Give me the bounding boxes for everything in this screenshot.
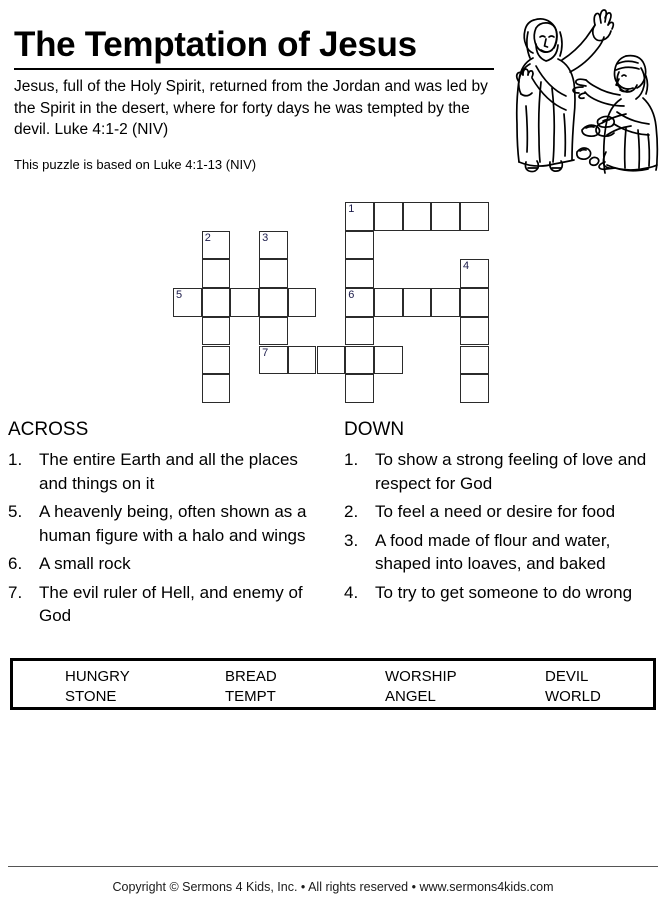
word-bank-word: BREAD bbox=[225, 668, 277, 685]
clue-text: A food made of flour and water, shaped into loaves, and baked bbox=[375, 530, 611, 573]
crossword-cell[interactable] bbox=[288, 288, 317, 317]
clue-item-down-2 bbox=[344, 500, 662, 524]
crossword-cell[interactable] bbox=[345, 346, 374, 375]
across-clue-list bbox=[8, 448, 328, 628]
word-bank-word: HUNGRY bbox=[65, 668, 130, 685]
crossword-cell[interactable] bbox=[259, 259, 288, 288]
crossword-cell[interactable] bbox=[202, 374, 231, 403]
cell-number-1: 1 bbox=[348, 203, 355, 215]
crossword-cell[interactable] bbox=[202, 288, 231, 317]
crossword-cell[interactable] bbox=[202, 231, 231, 260]
crossword-cell[interactable] bbox=[374, 346, 403, 375]
crossword-cell[interactable] bbox=[259, 288, 288, 317]
clue-number: 6. bbox=[8, 554, 23, 573]
word-bank-column bbox=[493, 667, 653, 707]
crossword-cell[interactable] bbox=[374, 288, 403, 317]
clue-item-across-5 bbox=[8, 500, 328, 547]
footer-copyright: Copyright © Sermons 4 Kids, Inc. • All rights reserved • www.sermons4kids.com bbox=[112, 880, 554, 894]
crossword-cell[interactable] bbox=[460, 346, 489, 375]
crossword-cell[interactable] bbox=[460, 374, 489, 403]
title-divider bbox=[14, 68, 494, 70]
crossword-cell[interactable] bbox=[259, 231, 288, 260]
crossword-cell[interactable] bbox=[345, 202, 374, 231]
crossword-cell[interactable] bbox=[317, 346, 346, 375]
across-heading: ACROSS bbox=[8, 419, 89, 440]
clue-text: To feel a need or desire for food bbox=[375, 502, 616, 521]
across-clues bbox=[8, 418, 328, 633]
page-header bbox=[14, 24, 494, 186]
clue-number: 1. bbox=[8, 450, 23, 469]
clue-item-across-6 bbox=[8, 552, 328, 576]
crossword-cell[interactable] bbox=[202, 346, 231, 375]
clue-text: A small rock bbox=[39, 554, 131, 573]
crossword-cell[interactable] bbox=[345, 374, 374, 403]
puzzle-source-note: This puzzle is based on Luke 4:1-13 (NIV) bbox=[14, 157, 257, 172]
clue-item-down-1 bbox=[344, 448, 662, 495]
crossword-cell[interactable] bbox=[460, 288, 489, 317]
clue-text: A heavenly being, often shown as a human figure with a halo and wings bbox=[39, 502, 307, 545]
word-bank-word: WORSHIP bbox=[385, 668, 457, 685]
crossword-cell[interactable] bbox=[460, 259, 489, 288]
clue-item-across-1 bbox=[8, 448, 328, 495]
crossword-cell[interactable] bbox=[288, 346, 317, 375]
clue-number: 1. bbox=[344, 450, 359, 469]
clue-number: 3. bbox=[344, 530, 359, 550]
clue-text: To show a strong feeling of love and respect for God bbox=[375, 450, 647, 493]
crossword-cell[interactable] bbox=[374, 202, 403, 231]
crossword-cell[interactable] bbox=[345, 259, 374, 288]
clue-text: The entire Earth and all the places and things on it bbox=[39, 450, 298, 493]
crossword-cell[interactable] bbox=[431, 288, 460, 317]
scripture-verse: Jesus, full of the Holy Spirit, returned from the Jordan and was led by the Spirit in the desert, where for forty days he was tempted by the devil. Luke 4:1-2 (NIV) bbox=[14, 78, 488, 138]
crossword-cell[interactable] bbox=[345, 231, 374, 260]
crossword-cell[interactable] bbox=[230, 288, 259, 317]
clue-number: 2. bbox=[344, 502, 359, 521]
crossword-cell[interactable] bbox=[431, 202, 460, 231]
crossword-cell[interactable] bbox=[403, 288, 432, 317]
clue-number: 5. bbox=[8, 502, 23, 521]
cell-number-4: 4 bbox=[463, 260, 470, 273]
crossword-cell[interactable] bbox=[259, 317, 288, 346]
word-bank-word: WORLD bbox=[545, 688, 601, 705]
crossword-cell[interactable] bbox=[460, 202, 489, 231]
word-bank-word: TEMPT bbox=[225, 688, 276, 705]
crossword-cell[interactable] bbox=[345, 317, 374, 346]
footer-divider bbox=[8, 866, 658, 867]
clue-item-across-7 bbox=[8, 581, 328, 628]
crossword-cell[interactable] bbox=[202, 317, 231, 346]
cell-number-6: 6 bbox=[348, 289, 355, 302]
word-bank-column bbox=[173, 667, 333, 707]
word-bank bbox=[10, 658, 656, 710]
crossword-cell[interactable] bbox=[259, 346, 288, 375]
crossword-cell[interactable] bbox=[202, 259, 231, 288]
clue-text: The evil ruler of Hell, and enemy of God bbox=[39, 582, 303, 625]
page-title: The Temptation of Jesus bbox=[14, 25, 417, 64]
crossword-cell[interactable] bbox=[403, 202, 432, 231]
crossword-cell[interactable] bbox=[345, 288, 374, 317]
cell-number-2: 2 bbox=[204, 231, 211, 244]
down-heading: DOWN bbox=[344, 419, 405, 440]
jesus-and-devil-illustration bbox=[486, 2, 664, 174]
clue-item-down-4 bbox=[344, 581, 662, 605]
clue-item-down-3 bbox=[344, 529, 662, 576]
down-clue-list bbox=[344, 448, 662, 604]
word-bank-word: STONE bbox=[65, 688, 117, 705]
word-bank-word: ANGEL bbox=[385, 688, 436, 705]
cell-number-7: 7 bbox=[262, 346, 269, 359]
clue-number: 7. bbox=[8, 582, 23, 602]
crossword-cell[interactable] bbox=[460, 317, 489, 346]
clue-text: To try to get someone to do wrong bbox=[375, 582, 633, 602]
word-bank-column bbox=[13, 667, 173, 707]
clue-number: 4. bbox=[344, 582, 359, 602]
crossword-cell[interactable] bbox=[173, 288, 202, 317]
word-bank-word: DEVIL bbox=[545, 668, 589, 685]
word-bank-column bbox=[333, 667, 493, 707]
cell-number-3: 3 bbox=[262, 231, 269, 244]
word-bank-columns bbox=[13, 661, 653, 707]
down-clues bbox=[344, 418, 662, 609]
cell-number-5: 5 bbox=[176, 289, 183, 302]
